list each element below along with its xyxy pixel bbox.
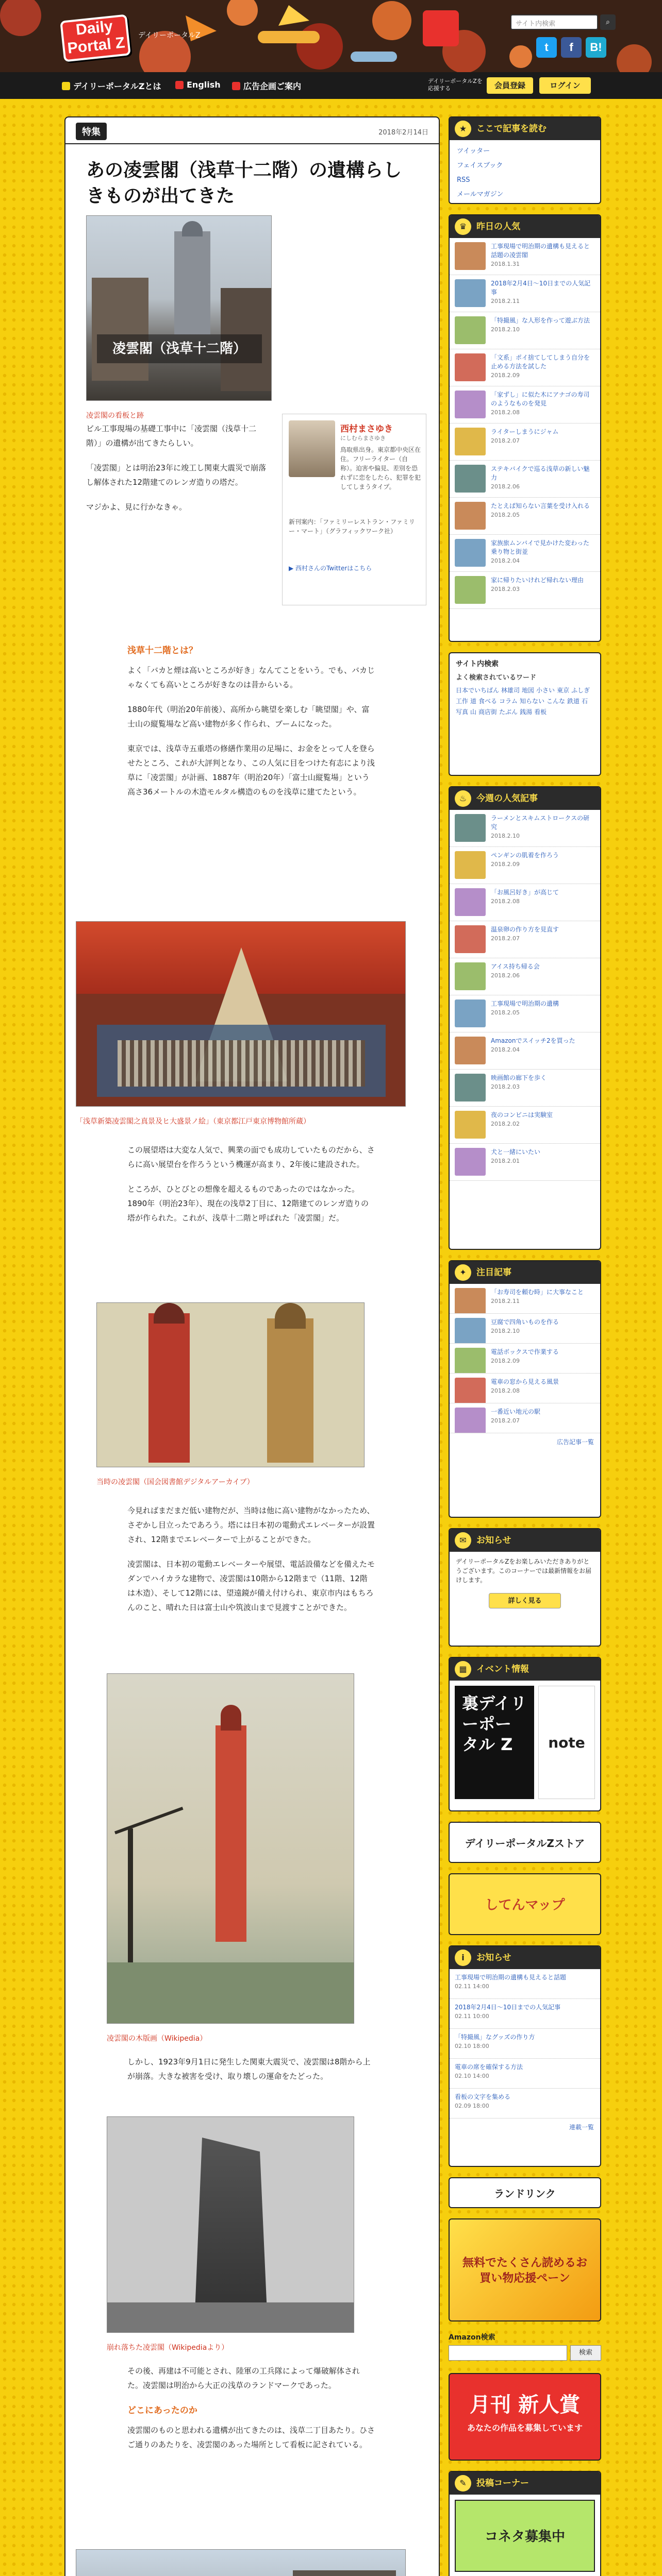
ukiyoe-print-image[interactable] — [76, 921, 406, 1107]
item-text — [491, 1288, 584, 1309]
item-date: 2018.2.06 — [491, 483, 520, 490]
thumbnail-image — [455, 1111, 486, 1139]
item-text — [455, 2093, 510, 2114]
trend-keyword[interactable]: 商店街 — [478, 708, 498, 716]
weekly-item[interactable] — [450, 810, 600, 847]
ura-daily-banner[interactable]: 裏デイリーポータル Z — [455, 1686, 534, 1799]
item-text — [491, 465, 595, 493]
weekly-item[interactable] — [450, 921, 600, 958]
item-title: 「文系」ポイ捨てしてしまう自分を止める方法を試した — [491, 354, 590, 370]
thumbnail-image — [455, 1148, 486, 1176]
item-title: 家族旅ムンバイで見かけた変わった乗り物と街並 — [491, 539, 590, 555]
ranking-list — [450, 238, 600, 609]
article-card — [64, 116, 440, 2576]
item-date: 02.10 18:00 — [455, 2043, 489, 2049]
item-date: 2018.2.03 — [491, 586, 520, 592]
trend-keyword[interactable]: こんな — [546, 698, 565, 705]
item-title: 電車の窓から見える風景 — [491, 1378, 559, 1385]
item-title: 電車の席を確保する方法 — [455, 2063, 523, 2071]
star-icon — [62, 82, 70, 90]
item-text — [491, 1408, 540, 1429]
trend-keyword[interactable]: 東京 — [557, 687, 570, 694]
info-icon — [232, 82, 240, 90]
item-text — [491, 1148, 540, 1176]
item-text — [491, 428, 558, 456]
follow-twitter-link[interactable]: ツイッター — [457, 147, 490, 155]
thumbnail-image — [455, 851, 486, 879]
weekly-item[interactable] — [450, 1070, 600, 1107]
weekly-item[interactable] — [450, 1107, 600, 1144]
weekly-item[interactable] — [450, 1144, 600, 1181]
item-text — [491, 1111, 553, 1139]
item-title: 看板の文字を集める — [455, 2093, 511, 2100]
ranking-box — [449, 214, 601, 642]
pencil-icon: ✎ — [455, 2475, 471, 2492]
pickup-heading: ✦ 注目記事 — [450, 1261, 600, 1284]
item-date: 2018.2.02 — [491, 1121, 520, 1127]
item-date: 2018.2.10 — [491, 833, 520, 839]
twitter-icon[interactable]: t — [536, 37, 557, 58]
item-text — [491, 539, 595, 567]
news-button[interactable]: 詳しく見る — [489, 1593, 561, 1608]
news-heading: ✉ お知らせ — [450, 1529, 600, 1552]
land-link-banner[interactable]: ランドリンク — [449, 2177, 601, 2208]
item-text — [491, 391, 595, 419]
pickup-box — [449, 1260, 601, 1518]
ranking-item[interactable] — [450, 498, 600, 535]
item-title: 「特撮風」なグッズの作り方 — [455, 2033, 535, 2041]
weekly-item[interactable] — [450, 995, 600, 1032]
tower-illustration[interactable] — [96, 1302, 365, 1467]
item-text — [491, 1037, 575, 1065]
ranking-item[interactable] — [450, 461, 600, 498]
nav-ad-info[interactable]: 広告企画ご案内 — [232, 80, 301, 92]
item-title: 「お風呂好き」が高じて — [491, 889, 559, 896]
ranking-item[interactable] — [450, 386, 600, 423]
author-book: 新刊案内：「ファミリーレストラン・ファミリー・マート」（グラフィックワーク社） — [289, 518, 415, 535]
trend-keyword[interactable]: 工作 — [456, 698, 469, 705]
item-text — [455, 2033, 535, 2054]
trend-keyword[interactable]: 銭湯 — [520, 708, 533, 716]
item-text — [491, 353, 595, 382]
item-date: 2018.2.08 — [491, 1387, 520, 1394]
info-more-link[interactable]: 連載一覧 — [569, 2124, 594, 2131]
thumbnail-image — [455, 316, 486, 344]
thumbnail-image — [455, 428, 486, 455]
trend-keyword[interactable]: 鉄道 — [567, 698, 580, 705]
megaphone-icon: ✉ — [455, 1532, 471, 1549]
item-title: 電話ボックスで作業する — [491, 1348, 559, 1355]
search-words-box — [449, 652, 601, 776]
info-item[interactable] — [450, 2089, 600, 2119]
info-icon: i — [455, 1950, 471, 1966]
follow-heading: ★ ここで記事を読む — [450, 117, 600, 140]
item-date: 2018.2.03 — [491, 1083, 520, 1090]
item-title: 犬と一緒にいたい — [491, 1148, 541, 1156]
item-date: 2018.2.05 — [491, 1009, 520, 1016]
trend-keyword[interactable]: 小さい — [536, 687, 555, 694]
thumbnail-image — [455, 888, 486, 916]
pickup-list — [450, 1284, 600, 1433]
thumbnail-image — [455, 353, 486, 381]
item-date: 2018.2.08 — [491, 898, 520, 905]
nav-about[interactable]: デイリーポータルZとは — [62, 80, 161, 92]
ruins-photo[interactable] — [107, 2116, 354, 2333]
hero-overlay-text: 凌雲閣（浅草十二階） — [97, 334, 262, 363]
facebook-icon[interactable]: f — [561, 37, 582, 58]
article-body-1: 浅草十二階とは？ よく「バカと煙は高いところが好き」なんてことをいう。でも、バカじゃなくても高いところが好きなのは昔からいる。 1880年代（明治20年前後）、高所から眺望を楽しむ「眺望閣」や、富士山の縦覧場など高い建物が多く作られ、ブームになった。 東京では、浅草寺五重塔の修繕作業用の足場に、お金をとって人を登らせたところ、これが大評判となり、この人気に目をつけた有志により浅草に「凌雲閣」が計画、1887年（明治20年）「富士山縦覧場」という高さ36メートルの木造モルタル構造のものを浅草に建てたという。 — [127, 638, 375, 809]
info-list — [450, 1969, 600, 2119]
item-title: アイス持ち帰る会 — [491, 963, 540, 970]
item-date: 02.10 14:00 — [455, 2073, 489, 2079]
site-search-label: サイト内検索 — [456, 660, 499, 668]
thumbnail-image — [455, 814, 486, 842]
prize-banner[interactable]: 月刊 新人賞 あなたの作品を募集しています — [449, 2373, 601, 2461]
item-title: ライターしまうにジャム — [491, 428, 559, 435]
item-title: 工事現場で明治期の遺構も見えると話題の凌雲閣 — [491, 243, 590, 259]
woodcut-caption: 凌雲閣の木版画（Wikipedia） — [107, 2035, 207, 2043]
article-date: 2018年2月14日 — [378, 129, 428, 137]
board-banner[interactable]: コネタ募集中 — [455, 2500, 595, 2572]
item-date: 2018.2.08 — [491, 409, 520, 416]
thumbnail-image — [455, 1408, 486, 1433]
item-title: 家に帰りたいけれど帰れない理由 — [491, 577, 584, 584]
item-text — [491, 1074, 547, 1102]
item-title: 一番近い地元の駅 — [491, 1408, 541, 1415]
item-date: 2018.2.11 — [491, 298, 520, 304]
follow-box — [449, 116, 601, 204]
note-banner[interactable]: note — [538, 1686, 595, 1799]
item-date: 2018.2.07 — [491, 1417, 520, 1424]
crown-icon: ♛ — [455, 218, 471, 235]
event-box — [449, 1657, 601, 1811]
item-title: Amazonでスイッチ2を買った — [491, 1037, 575, 1044]
item-title: 温泉卵の作り方を見直す — [491, 926, 559, 933]
calendar-icon: ▦ — [455, 1661, 471, 1677]
ranking-item[interactable] — [450, 238, 600, 275]
hero-caption: 凌雲閣の看板と跡 — [86, 412, 144, 420]
item-title: たとえば知らない言葉を受け入れる — [491, 502, 590, 510]
item-text — [455, 1973, 566, 1994]
trend-keyword[interactable]: 食べる — [478, 698, 498, 705]
item-title: 夜のコンビニは実験室 — [491, 1111, 553, 1118]
weekly-heading: ♨ 今週の人気記事 — [450, 787, 600, 810]
weekly-item[interactable] — [450, 958, 600, 995]
item-title: 「家ずし」に似た木にアナゴの寿司のようなものを発見 — [491, 391, 590, 407]
item-date: 2018.2.09 — [491, 1358, 520, 1364]
item-text — [491, 1378, 559, 1399]
category-bar — [65, 117, 439, 144]
weekly-box — [449, 786, 601, 1250]
trend-keyword[interactable]: 知らない — [519, 698, 544, 705]
thumbnail-image — [455, 391, 486, 418]
item-date: 2018.2.11 — [491, 1298, 520, 1304]
item-text — [491, 279, 595, 308]
site-header — [0, 0, 662, 72]
item-text — [491, 999, 559, 1028]
thumbnail-image — [455, 1348, 486, 1374]
ranking-item[interactable] — [450, 572, 600, 609]
item-title: 映画館の廊下を歩く — [491, 1074, 547, 1081]
shopping-banner[interactable]: 無料でたくさん読めるお買い物応援ペーン — [449, 2218, 601, 2321]
trend-keyword[interactable]: コラム — [499, 698, 518, 705]
author-name[interactable]: 西村まさゆき — [340, 424, 393, 434]
item-text — [491, 962, 540, 991]
search-button[interactable] — [600, 14, 616, 30]
news-box — [449, 1528, 601, 1647]
trend-keyword[interactable]: 地図 — [522, 687, 535, 694]
item-date: 2018.2.04 — [491, 1046, 520, 1053]
pickup-item[interactable] — [450, 1314, 600, 1344]
article-body-4: しかし、1923年9月1日に発生した関東大震災で、凌雲閣は8階から上が崩落。大きな被害を受け、取り壊しの運命をたどった。 — [127, 2057, 371, 2081]
item-date: 02.11 10:00 — [455, 2013, 489, 2020]
item-date: 2018.2.09 — [491, 861, 520, 868]
item-text — [491, 316, 590, 345]
trend-keyword[interactable]: 林雄司 — [501, 687, 520, 694]
site-tagline: デイリーポータルZ — [138, 31, 201, 40]
thumbnail-image — [455, 279, 486, 307]
thumbnail-image — [455, 465, 486, 493]
author-box — [282, 414, 426, 605]
item-title: 2018年2月4日〜10日までの人気記事 — [491, 280, 591, 296]
item-title: 「特撮風」な人形を作って遊ぶ方法 — [491, 317, 590, 324]
ranking-item[interactable] — [450, 275, 600, 312]
trend-keyword[interactable]: 山 — [470, 708, 477, 716]
article-body-3: 今見ればまだまだ低い建物だが、当時は他に高い建物がなかったため、さぞかし目立ったであろう。塔には日本初の電動式エレベーターが設置され、12階までエレベーターで上がることができた。 凌雲閣は、日本初の電動エレベーターや展望、電話設備などを備えたモダンでハイカラな建物で、凌雲閣は10階から12階まで（11階、12階は木造）、そして12階には、望遠鏡が備え付けられ、東京市内はもちろんのこと、晴れた日は富士山や筑波山まで見渡すことができた。 — [127, 1506, 375, 1612]
nav-english[interactable]: English — [175, 80, 221, 90]
search-input[interactable]: サイト内検索 — [510, 14, 598, 30]
ranking-item[interactable] — [450, 535, 600, 572]
follow-rss-link[interactable]: RSS — [457, 176, 470, 184]
item-date: 2018.2.10 — [491, 1328, 520, 1334]
item-date: 2018.2.04 — [491, 557, 520, 564]
bell-icon: ★ — [455, 121, 471, 137]
trend-keyword[interactable]: 道 — [470, 698, 477, 705]
item-title: 2018年2月4日〜10日までの人気記事 — [455, 2004, 561, 2011]
item-text — [491, 888, 559, 917]
section-heading: どこにあったのか — [127, 2405, 197, 2416]
follow-mail-link[interactable]: メールマガジン — [457, 191, 504, 198]
trend-keyword[interactable]: たぶん — [499, 708, 518, 716]
board-box — [449, 2471, 601, 2576]
trend-keyword[interactable]: 日本でいちばん — [456, 687, 500, 694]
trend-keyword[interactable]: 看板 — [534, 708, 547, 716]
map-banner[interactable]: してんマップ — [449, 1873, 601, 1935]
thumbnail-image — [455, 242, 486, 270]
ranking-heading: ♛ 昨日の人気 — [450, 215, 600, 238]
thumbnail-image — [455, 1037, 486, 1064]
thumbnail-image — [455, 1378, 486, 1403]
hatena-icon[interactable]: B! — [586, 37, 606, 58]
info-item[interactable] — [450, 2059, 600, 2089]
item-text — [491, 502, 590, 530]
weekly-item[interactable] — [450, 884, 600, 921]
section-heading: 浅草十二階とは？ — [127, 646, 197, 656]
thumbnail-image — [455, 925, 486, 953]
item-text — [455, 2003, 560, 2024]
item-date: 2018.1.31 — [491, 261, 520, 267]
ruins-caption: 崩れ落ちた凌雲閣（Wikipediaより） — [107, 2344, 229, 2352]
article-body-5: その後、再建は不可能とされ、陸軍の工兵隊によって爆破解体された。凌雲閣は明治から大正の浅草のランドマークであった。 どこにあったのか 凌雲閣のものと思われる遺構が出てきたのは、浅草二丁目あたり。ひさご通りのあたりを、凌雲閣のあった場所として看板に記されている。 — [127, 2366, 375, 2449]
global-nav — [0, 72, 662, 99]
thumbnail-image — [455, 1074, 486, 1101]
item-text — [491, 1348, 559, 1369]
item-text — [491, 242, 595, 270]
author-photo — [289, 420, 335, 477]
item-text — [455, 2063, 523, 2084]
support-text: デイリーポータルZを 応援する — [428, 78, 483, 92]
author-twitter-link[interactable]: ▶ 西村さんのTwitterはこちら — [289, 565, 372, 572]
thumbnail-image — [455, 962, 486, 990]
item-date: 02.09 18:00 — [455, 2103, 489, 2109]
item-title: ラーメンとスキムストロークスの研究 — [491, 815, 590, 831]
hero-photo[interactable] — [86, 215, 272, 401]
item-date: 02.11 14:00 — [455, 1983, 489, 1990]
item-title: ステキバイクで巡る浅草の新しい魅力 — [491, 465, 590, 481]
thumbnail-image — [455, 502, 486, 530]
ranking-item[interactable] — [450, 349, 600, 386]
store-banner[interactable]: デイリーポータルZストア — [449, 1822, 601, 1863]
pin-icon: ✦ — [455, 1264, 471, 1281]
item-title: 豆腐で四角いものを作る — [491, 1318, 559, 1326]
ranking-item[interactable] — [450, 423, 600, 461]
fire-icon: ♨ — [455, 790, 471, 807]
item-title: 「お寿司を頼む時」に大事なこと — [491, 1289, 584, 1296]
print-caption: 「浅草新築凌雲閣之真景及ヒ大盛景ノ絵」（東京都江戸東京博物館所蔵） — [76, 1117, 310, 1126]
item-date: 2018.2.01 — [491, 1158, 520, 1164]
category-badge[interactable]: 特集 — [76, 123, 107, 140]
pickup-more-link[interactable]: 広告記事一覧 — [556, 1438, 594, 1446]
news-text: デイリーポータルZをお楽しみいただきありがとうございます。このコーナーでは最新情報をお届けします。 — [456, 1558, 592, 1584]
item-title: 工事現場で明治期の遺構も見えると話題 — [455, 1974, 567, 1981]
info-box — [449, 1945, 601, 2167]
thumbnail-image — [455, 576, 486, 604]
item-date: 2018.2.05 — [491, 512, 520, 518]
item-text — [491, 1318, 559, 1339]
thumbnail-image — [455, 1288, 486, 1314]
pickup-item[interactable] — [450, 1284, 600, 1314]
info-item[interactable] — [450, 2029, 600, 2059]
item-date: 2018.2.06 — [491, 972, 520, 979]
event-heading: ▦ イベント情報 — [450, 1658, 600, 1681]
pickup-item[interactable] — [450, 1374, 600, 1403]
amazon-search-input[interactable] — [449, 2345, 567, 2361]
author-kana: にしむらまさゆき — [340, 435, 386, 442]
item-text — [491, 576, 584, 604]
trend-words-label: よく検索されているワード — [456, 674, 537, 682]
amazon-title: Amazon検索 — [449, 2333, 495, 2342]
signup-button[interactable]: 会員登録 — [487, 77, 533, 94]
lead-text: ビル工事現場の基礎工事中に「凌雲閣（浅草十二階）」の遺構が出てきたらしい。 「凌雲閣」とは明治23年に竣工し関東大震災で崩落し解体された12階建てのレンガ造りの塔だ。 マジかよ、見に行かなきゃ。 — [86, 424, 267, 512]
site-logo[interactable]: Daily Portal Z — [60, 14, 131, 62]
ranking-item[interactable] — [450, 312, 600, 349]
pickup-item[interactable] — [450, 1344, 600, 1374]
item-text — [491, 925, 559, 954]
trend-keyword[interactable]: 写真 — [456, 708, 469, 716]
thumbnail-image — [455, 1318, 486, 1344]
trend-words — [456, 685, 594, 717]
item-date: 2018.2.09 — [491, 372, 520, 379]
item-date: 2018.2.07 — [491, 437, 520, 444]
street-photo[interactable] — [76, 2549, 406, 2576]
board-heading: ✎ 投稿コーナー — [450, 2472, 600, 2495]
thumbnail-image — [455, 999, 486, 1027]
trend-keyword[interactable]: 石 — [581, 698, 588, 705]
article-title: あの凌雲閣（浅草十二階）の遺構らしきものが出てきた — [86, 160, 402, 207]
item-title: 工事現場で明治期の遺構 — [491, 1000, 559, 1007]
article-body-2: この展望塔は大変な人気で、興業の面でも成功していたものだから、さらに高い展望台を作ろうという機運が高まり、2年後に建設された。 ところが、ひとびとの想像を超えるものであったのではなかった。1890年（明治23年）、現在の浅草2丁目に、12階建てのレンガ造りの塔が作られた。これが、浅草十二階と呼ばれた「凌雲閣」だ。 — [127, 1145, 375, 1223]
item-date: 2018.2.10 — [491, 326, 520, 333]
item-date: 2018.2.07 — [491, 935, 520, 942]
author-bio: 鳥取県出身。東京都中央区在住。フリーライター（自称）。迫害や偏見、差別を恐れずに恋をしたら、犯罪を犯してしまうタイプ。 — [340, 446, 421, 490]
woodcut-image[interactable] — [107, 1673, 354, 2024]
weekly-list — [450, 810, 600, 1181]
item-text — [491, 851, 559, 879]
amazon-search-button[interactable]: 検索 — [570, 2345, 601, 2361]
weekly-item[interactable] — [450, 847, 600, 884]
weekly-item[interactable] — [450, 1032, 600, 1070]
info-heading: i お知らせ — [450, 1946, 600, 1969]
item-text — [491, 814, 595, 842]
pickup-item[interactable] — [450, 1403, 600, 1433]
item-title: ペンギンの肌着を作ろう — [491, 852, 559, 859]
info-item[interactable] — [450, 1969, 600, 1999]
flag-icon — [175, 81, 184, 89]
follow-facebook-link[interactable]: フェイスブック — [457, 162, 503, 170]
info-item[interactable] — [450, 1999, 600, 2029]
tower-caption: 当時の凌雲閣（国会図書館デジタルアーカイブ） — [96, 1478, 254, 1486]
amazon-search — [449, 2332, 601, 2361]
search-icon: ⌕ — [606, 18, 610, 26]
login-button[interactable]: ログイン — [539, 77, 591, 94]
trend-keyword[interactable]: ふしぎ — [571, 687, 590, 694]
thumbnail-image — [455, 539, 486, 567]
